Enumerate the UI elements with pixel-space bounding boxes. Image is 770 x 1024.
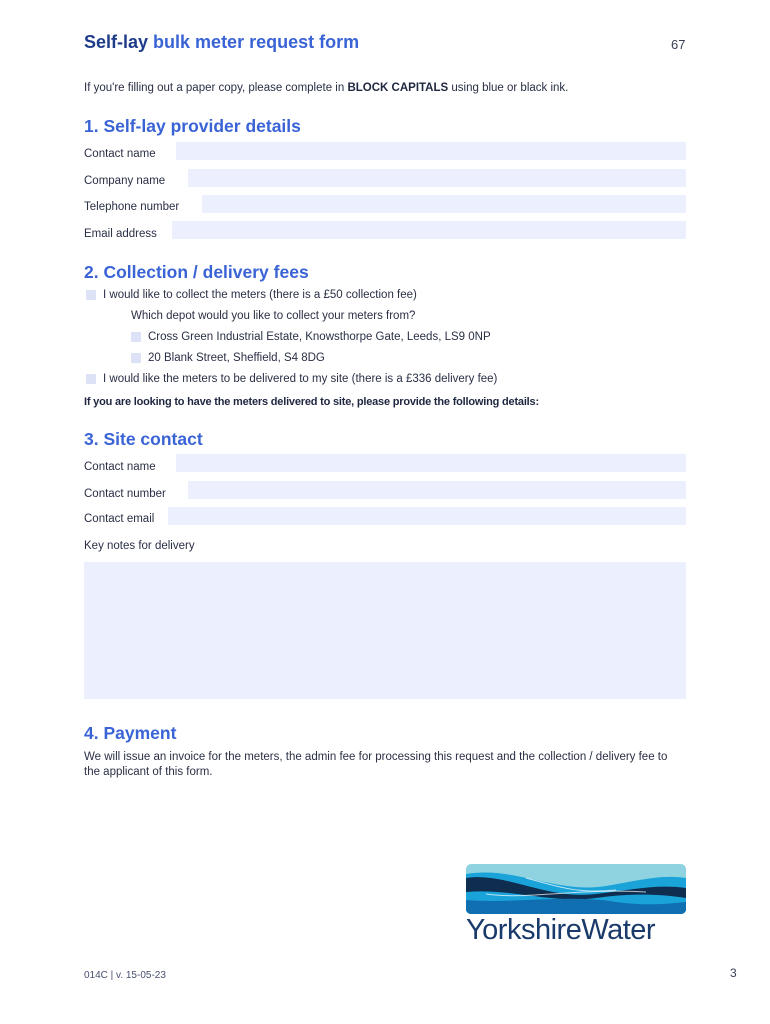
deliver-checkbox[interactable]: [86, 374, 96, 384]
site-contact-email-label: Contact email: [84, 513, 155, 525]
collect-checkbox[interactable]: [86, 290, 96, 300]
delivery-notes-field[interactable]: [84, 562, 686, 699]
yorkshire-water-logo-icon: [466, 864, 686, 919]
footer-code: 014C | v. 15-05-23: [84, 970, 166, 981]
collect-option-label: I would like to collect the meters (there is a £50 collection fee): [103, 289, 417, 301]
depot-question: Which depot would you like to collect your meters from?: [131, 310, 416, 322]
email-field[interactable]: [172, 221, 686, 239]
delivery-notes-label: Key notes for delivery: [84, 540, 195, 552]
payment-text: We will issue an invoice for the meters, the admin fee for processing this request and the collection / delivery fee to the applicant of this form.: [84, 751, 668, 778]
intro-after: using blue or black ink.: [448, 82, 569, 94]
depot-leeds-label: Cross Green Industrial Estate, Knowsthorpe Gate, Leeds, LS9 0NP: [148, 331, 491, 343]
telephone-field[interactable]: [202, 195, 686, 213]
section-3-heading: 3. Site contact: [84, 429, 203, 449]
contact-name-label: Contact name: [84, 148, 156, 160]
contact-name-field[interactable]: [176, 142, 686, 160]
site-contact-email-field[interactable]: [168, 507, 686, 525]
site-contact-name-field[interactable]: [176, 454, 686, 472]
section-4-heading: 4. Payment: [84, 723, 177, 743]
section-2-heading: 2. Collection / delivery fees: [84, 262, 309, 282]
page-number: 3: [730, 966, 737, 980]
delivery-note: If you are looking to have the meters delivered to site, please provide the following details:: [84, 396, 539, 408]
company-name-field[interactable]: [188, 169, 686, 187]
site-contact-name-label: Contact name: [84, 461, 156, 473]
deliver-option-label: I would like the meters to be delivered to my site (there is a £336 delivery fee): [103, 373, 498, 385]
depot-sheffield-checkbox[interactable]: [131, 353, 141, 363]
title-part-1: Self-lay: [84, 32, 149, 52]
company-name-label: Company name: [84, 175, 166, 187]
logo-wordmark: YorkshireWater: [466, 914, 656, 946]
site-contact-number-field[interactable]: [188, 481, 686, 499]
title-part-2: bulk meter request form: [153, 32, 360, 52]
form-number: 67: [671, 37, 686, 52]
depot-sheffield-label: 20 Blank Street, Sheffield, S4 8DG: [148, 352, 325, 364]
intro-text: [84, 82, 568, 94]
section-1-heading: 1. Self-lay provider details: [84, 116, 301, 136]
intro-bold: BLOCK CAPITALS: [347, 82, 449, 94]
intro-before: If you're filling out a paper copy, please complete in: [84, 82, 348, 94]
depot-leeds-checkbox[interactable]: [131, 332, 141, 342]
email-label: Email address: [84, 228, 157, 240]
telephone-label: Telephone number: [84, 201, 180, 213]
page-title: [84, 32, 359, 53]
site-contact-number-label: Contact number: [84, 488, 166, 500]
